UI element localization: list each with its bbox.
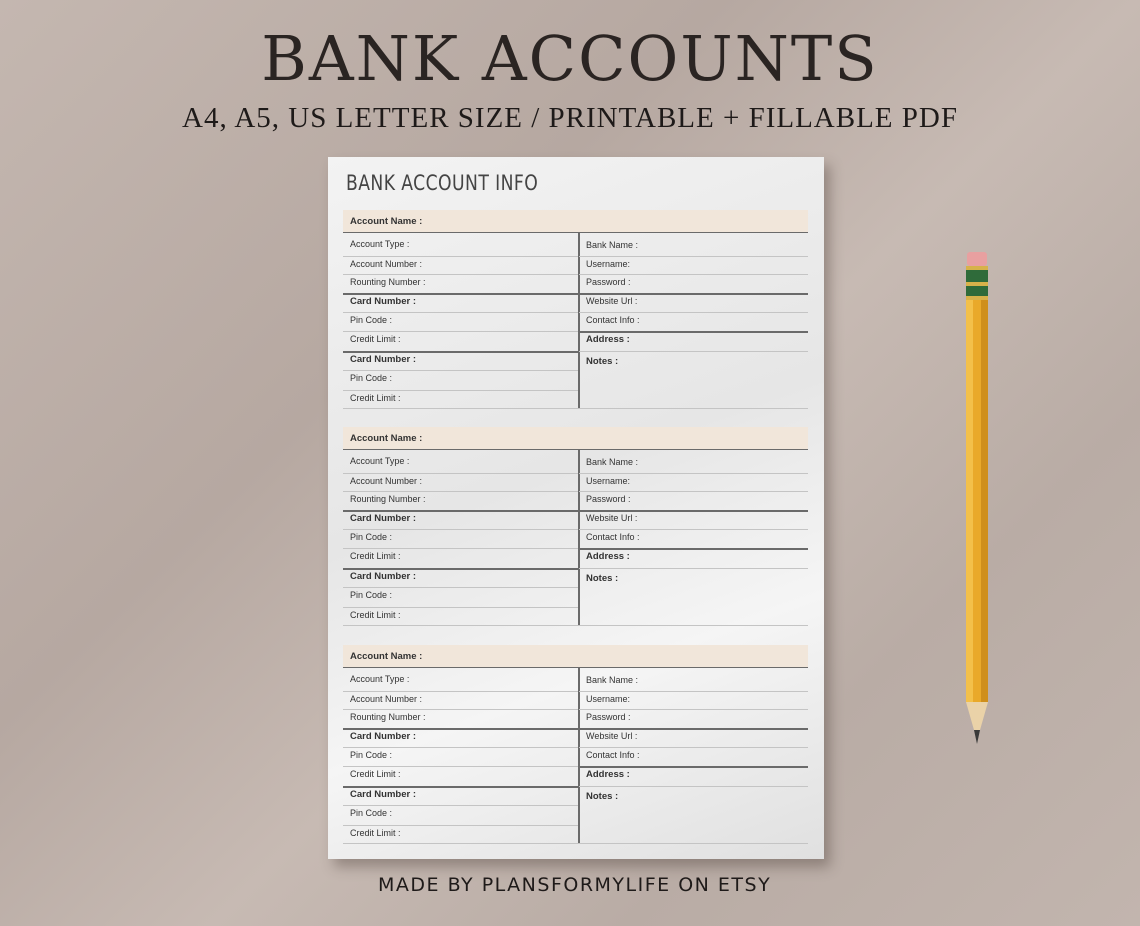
field-label: Credit Limit :: [350, 828, 401, 838]
field-label: Account Type :: [350, 239, 410, 249]
field-label: Address :: [586, 551, 630, 562]
field-label: Address :: [586, 769, 630, 780]
field-line: [579, 709, 808, 710]
field-label: Pin Code :: [350, 532, 393, 542]
field-label: Card Number :: [350, 354, 416, 365]
field-label: Website Url :: [586, 296, 638, 306]
field-label: Notes :: [586, 791, 619, 802]
field-line: [343, 491, 578, 492]
field-label: Card Number :: [350, 789, 416, 800]
field-line: [343, 548, 578, 549]
field-label: Username:: [586, 694, 631, 704]
field-label: Password :: [586, 494, 631, 504]
field-label: Credit Limit :: [350, 393, 401, 403]
field-label: Bank Name :: [586, 675, 639, 685]
bank-account-sheet: [328, 157, 824, 859]
field-label: Account Number :: [350, 476, 423, 486]
field-line: [579, 331, 808, 333]
field-line: [579, 351, 808, 352]
field-label: Contact Info :: [586, 750, 640, 760]
account-name-row[interactable]: [343, 645, 808, 668]
page-subheading: A4, A5, US LETTER SIZE / PRINTABLE + FILLABLE PDF: [182, 102, 958, 134]
account-section: [343, 645, 808, 845]
field-label: Pin Code :: [350, 808, 393, 818]
field-line: [579, 786, 808, 787]
field-line: [579, 548, 808, 550]
field-line: [343, 274, 578, 275]
field-line: [343, 587, 578, 588]
field-label: Rounting Number :: [350, 277, 426, 287]
field-line: [343, 331, 578, 332]
account-section: [343, 210, 808, 410]
field-line: [579, 766, 808, 768]
field-label: Credit Limit :: [350, 610, 401, 620]
account-name-label: Account Name :: [350, 433, 423, 444]
section-bottom-line: [343, 625, 808, 626]
field-label: Rounting Number :: [350, 494, 426, 504]
field-line: [579, 312, 808, 313]
field-label: Bank Name :: [586, 457, 639, 467]
field-label: Contact Info :: [586, 532, 640, 542]
account-name-row[interactable]: [343, 427, 808, 450]
field-label: Credit Limit :: [350, 769, 401, 779]
field-label: Pin Code :: [350, 373, 393, 383]
field-line: [579, 256, 808, 257]
field-label: Website Url :: [586, 731, 638, 741]
field-line: [579, 293, 808, 295]
field-label: Username:: [586, 476, 631, 486]
field-label: Account Type :: [350, 456, 410, 466]
column-divider: [578, 233, 580, 408]
account-name-label: Account Name :: [350, 651, 423, 662]
field-line: [579, 473, 808, 474]
field-line: [343, 825, 578, 826]
footer-credit: MADE BY PLANSFORMYLIFE ON ETSY: [378, 874, 772, 896]
field-label: Card Number :: [350, 296, 416, 307]
field-label: Password :: [586, 277, 631, 287]
page-heading: BANK ACCOUNTS: [261, 22, 879, 95]
field-line: [579, 691, 808, 692]
field-line: [343, 747, 578, 748]
field-line: [343, 293, 578, 295]
sheet-title: BANK ACCOUNT INFO: [346, 171, 539, 195]
field-line: [343, 370, 578, 371]
field-label: Card Number :: [350, 571, 416, 582]
field-label: Contact Info :: [586, 315, 640, 325]
field-label: Bank Name :: [586, 240, 639, 250]
field-label: Credit Limit :: [350, 334, 401, 344]
field-line: [343, 728, 578, 730]
field-line: [343, 256, 578, 257]
field-line: [343, 786, 578, 788]
field-label: Notes :: [586, 356, 619, 367]
field-label: Website Url :: [586, 513, 638, 523]
column-divider: [578, 668, 580, 843]
field-label: Account Number :: [350, 694, 423, 704]
field-label: Account Number :: [350, 259, 423, 269]
field-label: Card Number :: [350, 731, 416, 742]
field-line: [579, 747, 808, 748]
field-line: [343, 351, 578, 353]
field-line: [343, 390, 578, 391]
section-bottom-line: [343, 408, 808, 409]
section-bottom-line: [343, 843, 808, 844]
field-label: Password :: [586, 712, 631, 722]
field-label: Rounting Number :: [350, 712, 426, 722]
field-line: [343, 766, 578, 767]
field-line: [579, 274, 808, 275]
field-label: Notes :: [586, 573, 619, 584]
field-label: Credit Limit :: [350, 551, 401, 561]
field-line: [579, 510, 808, 512]
field-line: [343, 607, 578, 608]
field-label: Card Number :: [350, 513, 416, 524]
field-line: [579, 568, 808, 569]
field-line: [579, 728, 808, 730]
field-line: [343, 568, 578, 570]
field-line: [343, 312, 578, 313]
field-line: [343, 805, 578, 806]
field-line: [579, 491, 808, 492]
account-name-label: Account Name :: [350, 216, 423, 227]
account-name-row[interactable]: [343, 210, 808, 233]
field-line: [343, 709, 578, 710]
field-label: Pin Code :: [350, 590, 393, 600]
field-line: [343, 510, 578, 512]
account-section: [343, 427, 808, 627]
column-divider: [578, 450, 580, 625]
field-line: [343, 473, 578, 474]
field-label: Account Type :: [350, 674, 410, 684]
field-line: [579, 529, 808, 530]
field-line: [343, 691, 578, 692]
field-label: Pin Code :: [350, 315, 393, 325]
field-line: [343, 529, 578, 530]
pencil-icon: [965, 252, 989, 747]
field-label: Pin Code :: [350, 750, 393, 760]
field-label: Username:: [586, 259, 631, 269]
field-label: Address :: [586, 334, 630, 345]
